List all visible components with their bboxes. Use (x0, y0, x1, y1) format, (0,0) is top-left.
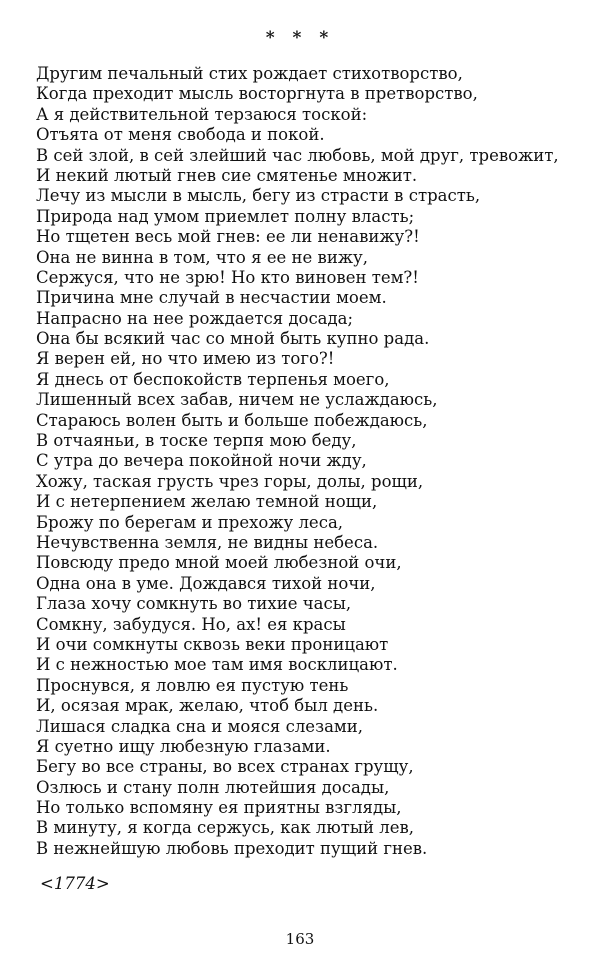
poem-line: Озлюсь и стану полн лютейшия досады, (36, 777, 390, 797)
poem-line: Причина мне случай в несчастии моем. (36, 288, 387, 308)
poem-line: В нежнейшую любовь преходит пущий гнев. (36, 838, 428, 858)
poem-line: Лишенный всех забав, ничем не услаждаюсь, (36, 390, 438, 410)
poem-line: Но тщетен весь мой гнев: ее ли ненавижу?! (36, 227, 420, 247)
poem-line: И очи сомкнуты сквозь веки проницают (36, 634, 389, 654)
poem-line: Я днесь от беспокойств терпенья моего, (36, 369, 390, 389)
poem-line: И с нетерпением желаю темной нощи, (36, 492, 378, 512)
poem-date: <1774> (40, 874, 110, 893)
poem-line: В отчаяньи, в тоске терпя мою беду, (36, 431, 357, 451)
poem-line: Сержуся, что не зрю! Но кто виновен тем?! (36, 267, 419, 287)
poem-line: Хожу, таская грусть чрез горы, долы, рощи, (36, 471, 424, 491)
page-number: 163 (285, 930, 315, 948)
poem-line: Она бы всякий час со мной быть купно рада. (36, 329, 430, 349)
poem-line: Одна она в уме. Дождався тихой ночи, (36, 573, 376, 593)
poem-line: Когда преходит мысль восторгнута в претворство, (36, 84, 478, 104)
poem-line: Глаза хочу сомкнуть во тихие часы, (36, 594, 352, 614)
poem-line: И некий лютый гнев сие смятенье множит. (36, 165, 418, 185)
poem-line: Но только вспомяну ея приятны взгляды, (36, 798, 402, 818)
poem-line: Проснувся, я ловлю ея пустую тень (36, 675, 349, 695)
poem-line: И с нежностью мое там имя восклицают. (36, 655, 398, 675)
poem-line: Напрасно на нее рождается досада; (36, 308, 354, 328)
poem-line: Отъята от меня свобода и покой. (36, 125, 325, 145)
poem-line: Стараюсь волен быть и больше побеждаюсь, (36, 410, 428, 430)
poem-line: Природа над умом приемлет полну власть; (36, 206, 415, 226)
section-separator: * * * (265, 28, 335, 48)
poem-line: Она не винна в том, что я ее не вижу, (36, 247, 368, 267)
poem-line: Повсюду предо мной моей любезной очи, (36, 553, 402, 573)
poem-line: Лишася сладка сна и мояся слезами, (36, 716, 363, 736)
poem-line: Брожу по берегам и прехожу леса, (36, 512, 344, 532)
poem-line: В минуту, я когда сержусь, как лютый лев, (36, 818, 415, 838)
poem-line: Я верен ей, но что имею из того?! (36, 349, 335, 369)
poem-body (36, 64, 586, 859)
poem-line: Бегу во все страны, во всех странах грущу, (36, 757, 414, 777)
poem-line: Нечувственна земля, не видны небеса. (36, 532, 379, 552)
poem-line: Я суетно ищу любезную глазами. (36, 736, 331, 756)
poem-line: Сомкну, забудуся. Но, ах! ея красы (36, 614, 346, 634)
poem-line: Другим печальный стих рождает стихотворство, (36, 64, 463, 83)
poem-line: А я действительной терзаюся тоской: (36, 104, 368, 124)
poem-line: В сей злой, в сей злейший час любовь, мой друг, тревожит, (36, 145, 559, 165)
poem-line: С утра до вечера покойной ночи жду, (36, 451, 367, 471)
poem-line: Лечу из мысли в мысль, бегу из страсти в страсть, (36, 186, 481, 206)
poem-line: И, осязая мрак, желаю, чтоб был день. (36, 696, 379, 716)
